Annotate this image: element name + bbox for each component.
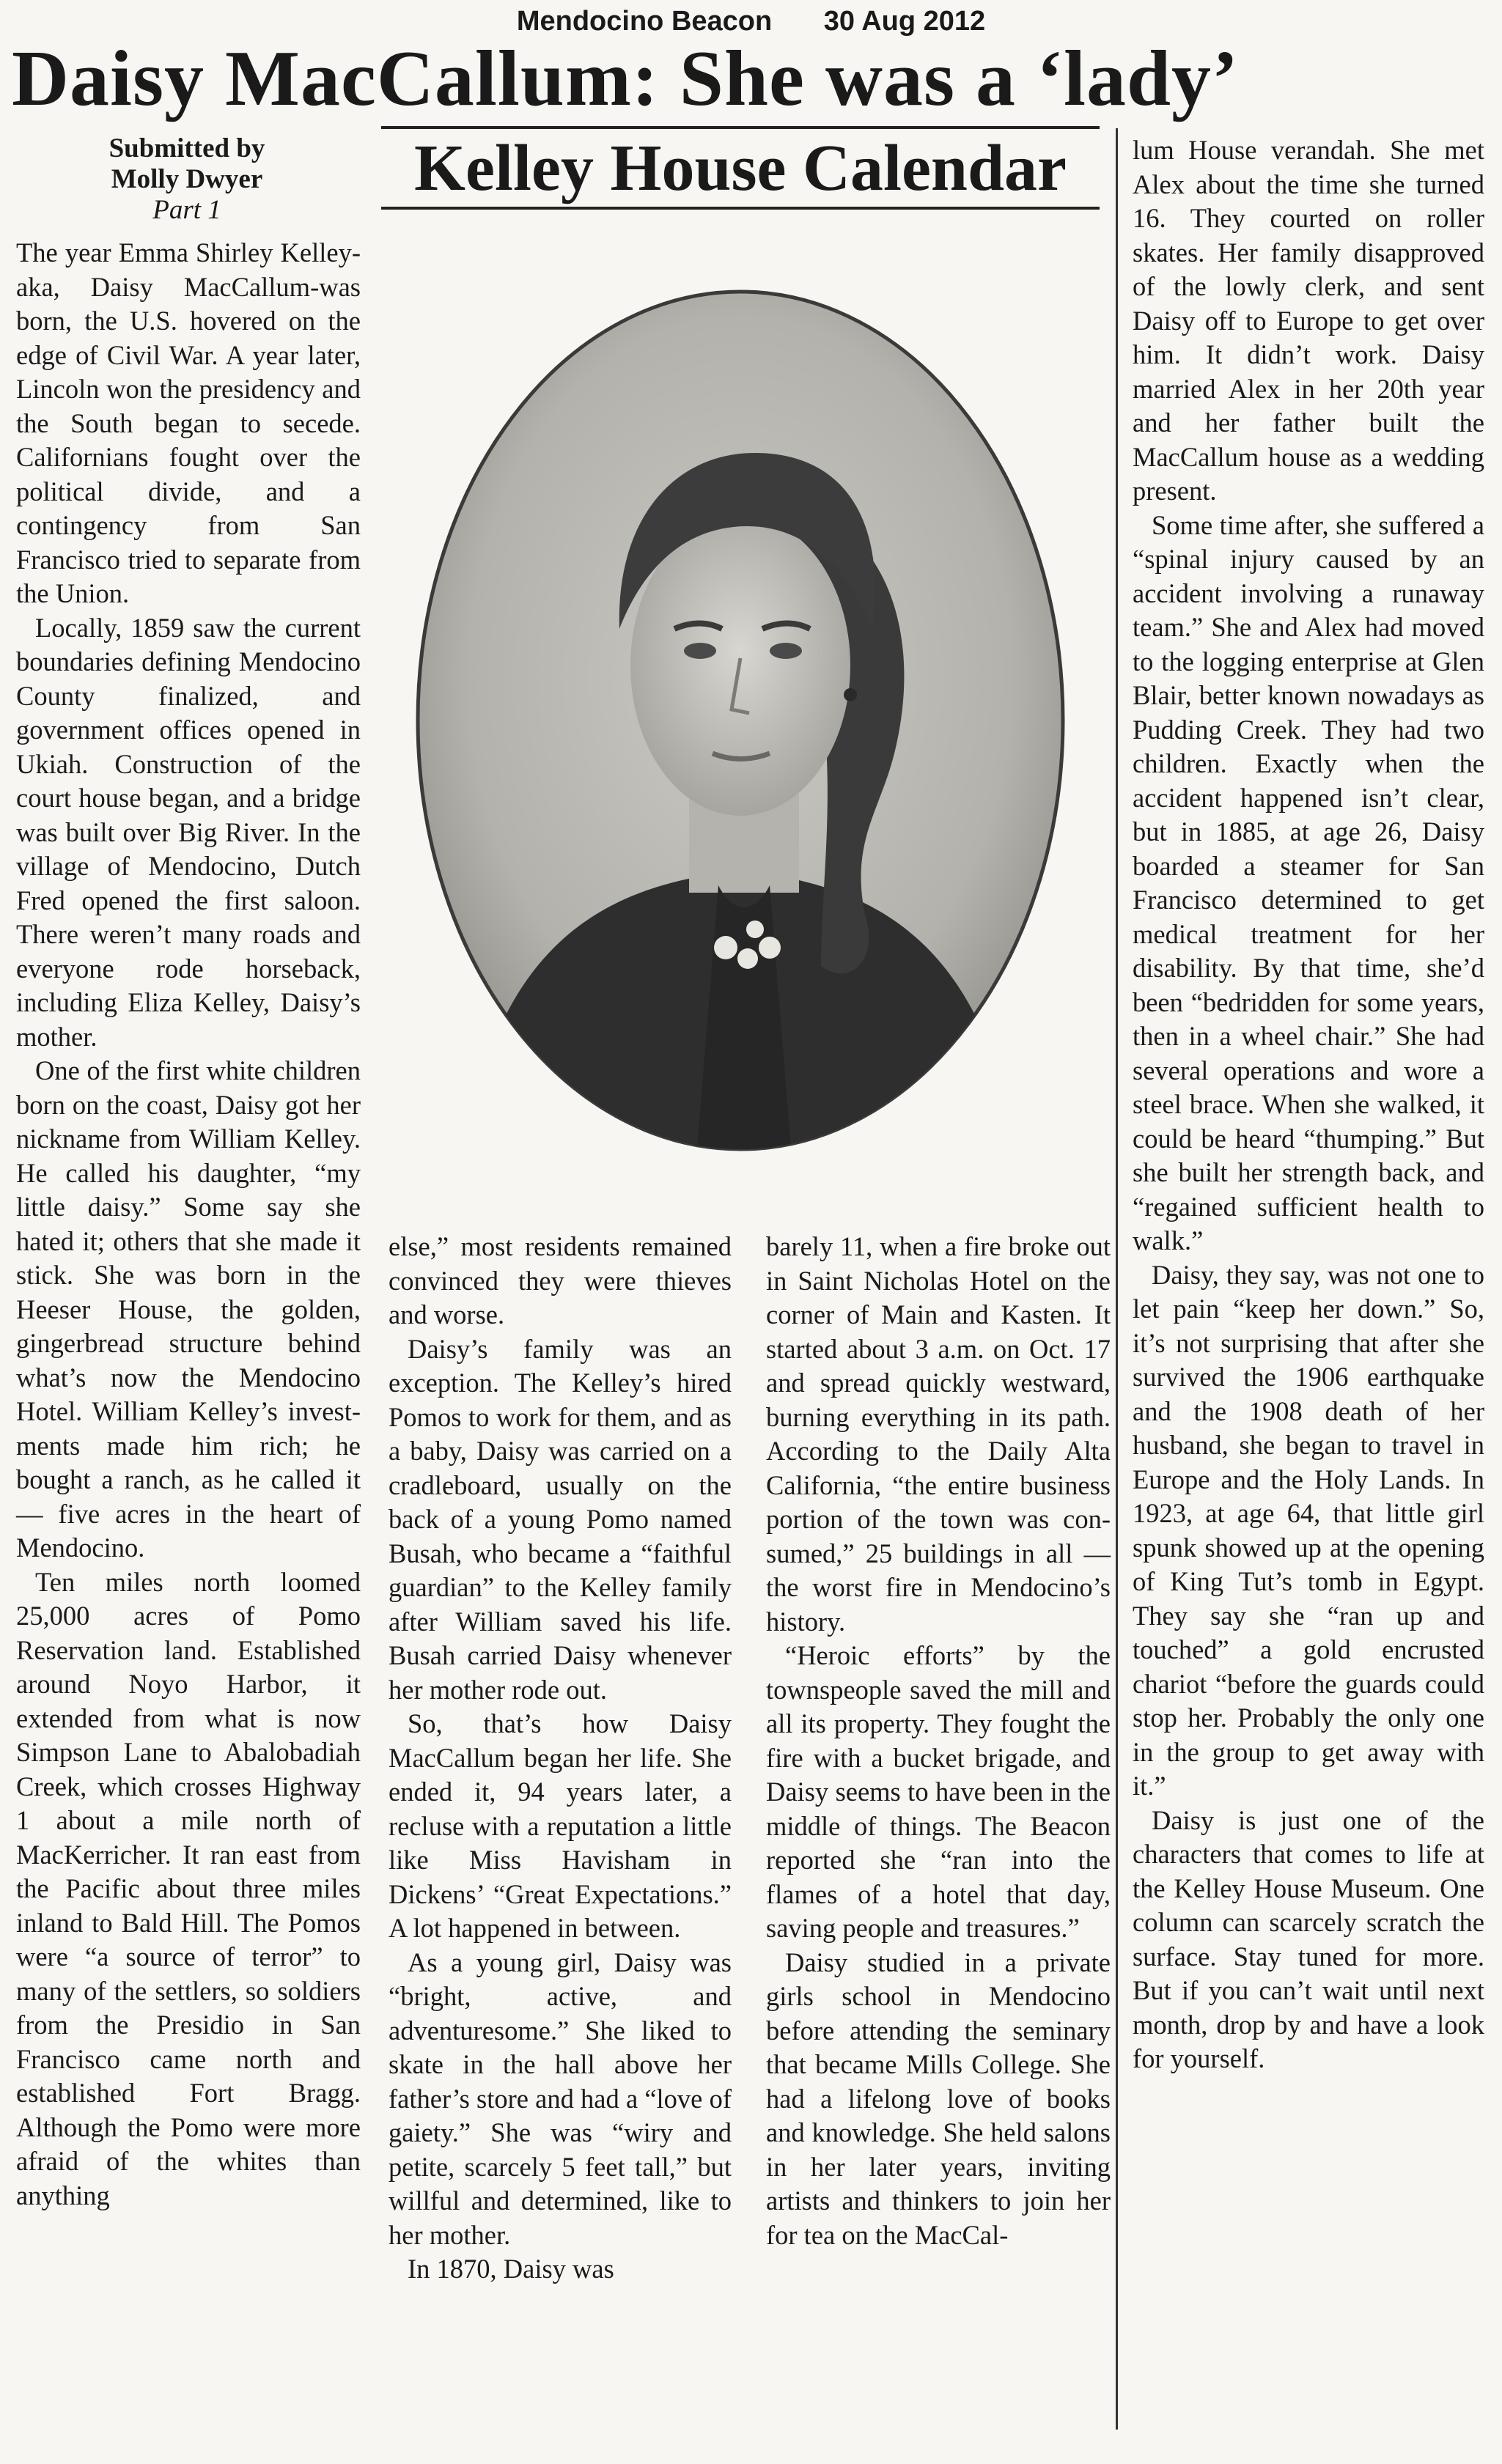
paragraph: Daisy’s family was an exception. The Kelley’s hired Pomos to work for them, and as a baby, Daisy was carried on a cradleboard, usually on the back of a young Pomo named Busah, who became a “faithful guardian” to the Kelley family after William saved his life. Busah carried Daisy whenever her mother rode out. (389, 1333, 732, 1705)
paragraph: lum House verandah. She met Alex about the time she turned 16. They courted on roller skates. Her family disapproved of the lowly clerk, and sent Daisy off to Europe to get over him. It didn’t work. Daisy married Alex in her 20th year and her father built the MacCallum house as a wedding present. (1133, 135, 1484, 506)
byline (29, 133, 345, 226)
paragraph: In 1870, Daisy was (408, 2254, 614, 2284)
column-rule-right (1116, 128, 1118, 2430)
paragraph: “Heroic efforts” by the townspeople saved the mill and all its property. They fought the fire with a bucket brigade, and Daisy seems to have been in the middle of things. The Beacon reported she “ran into the flames of a hotel that day, saving people and treasures.” (766, 1640, 1111, 1943)
kicker-title: Kelley House Calendar (414, 132, 1067, 204)
issue-date: 30 Aug 2012 (823, 6, 986, 37)
byline-author: Molly Dwyer (111, 164, 263, 194)
paragraph: One of the first white children born on the coast, Daisy got her nickname from William Kelley. He called his daughter, “my little daisy.” Some say she hated it; others that she made it stick. She was born in the Heeser House, the golden, gingerbread structure behind what’s now the Mendocino Hotel. William Kelley’s investments made him rich; he bought a ranch, as he called it — five acres in the heart of Mendocino. (16, 1055, 361, 1563)
paragraph: else,” most residents remained convinced they were thieves and worse. (389, 1231, 732, 1329)
paragraph: Locally, 1859 saw the current boundaries defining Mendocino County finalized, and government offices opened in Ukiah. Construction of the court house began, and a bridge was built over Big River. In the village of Mendocino, Dutch Fred opened the first saloon. There weren’t many roads and everyone rode horseback, including Eliza Kelley, Daisy’s mother. (16, 612, 361, 1052)
paragraph: So, that’s how Daisy MacCallum began her life. She ended it, 94 years later, a recluse with a reputation a little like Miss Havisham in Dickens’ “Great Expectations.” A lot happened in between. (389, 1708, 732, 1943)
portrait-photo (411, 284, 1070, 1157)
paragraph: Daisy is just one of the characters that comes to life at the Kelley House Museum. One column can scarcely scratch the surface. Stay tuned for more. But if you can’t wait until next month, drop by and have a look for yourself. (1133, 1804, 1484, 2073)
paragraph: Ten miles north loomed 25,000 acres of Pomo Reservation land. Established around Noyo Harbor, it extended from what is now Simpson Lane to Abalobadiah Creek, which crosses Highway 1 about a mile north of MacKerricher. It ran east from the Pacific about three miles inland to Bald Hill. The Pomos were “a source of terror” to many of the settlers, so soldiers from the Presidio in San Francisco came north and established Fort Bragg. Although the Pomo were more afraid of the whites than anything (16, 1566, 361, 2210)
headline: Daisy MacCallum: She was a ‘lady’ (12, 35, 1239, 122)
article-column-2 (389, 1230, 732, 2432)
paragraph: The year Emma Shirley Kelley-aka, Daisy MacCallum-was born, the U.S. hovered on the edge of Civil War. A year later, Lincoln won the presidency and the South began to secede. Californians fought over the political divide, and a contingency from San Francisco tried to separate from the Union. (16, 237, 361, 608)
article-column-4 (1133, 133, 1484, 2427)
headline-rule (381, 126, 1100, 129)
byline-part: Part 1 (152, 195, 221, 225)
paragraph: barely 11, when a fire broke out in Saint Nicholas Hotel on the corner of Main and Kasten. It started about 3 a.m. on Oct. 17 and spread quickly westward, burning everything in its path. According to the Daily Alta California, “the entire business portion of the town was consumed,” 25 buildings in all — the worst fire in Mendocino’s history. (766, 1231, 1111, 1637)
paragraph: Daisy studied in a private girls school in Mendocino before attending the seminary that became Mills College. She had a lifelong love of books and knowledge. She held salons in her later years, inviting artists and thinkers to join her for tea on the MacCal- (766, 1947, 1111, 2250)
paragraph: As a young girl, Daisy was “bright, active, and adventuresome.” She liked to skate in the hall above her father’s store and had a “love of gaiety.” She was “wiry and petite, scarcely 5 feet tall,” but willful and determined, like to her mother. (389, 1947, 732, 2250)
paragraph: Daisy, they say, was not one to let pain “keep her down.” So, it’s not surprising that after she survived the 1906 earthquake and the 1908 death of her husband, she began to travel in Europe and the Holy Lands. In 1923, at age 64, that little girl spunk showed up at the opening of King Tut’s tomb in Egypt. They say she “ran up and touched” a gold encrusted chariot “before the guards could stop her. Probably the only one in the group to get away with it.” (1133, 1259, 1484, 1801)
article-column-1 (16, 236, 361, 2420)
paragraph: Some time after, she suffered a “spinal injury caused by an accident involving a runaway team.” She and Alex had moved to the logging enterprise at Glen Blair, better known nowadays as Pudding Creek. They had two children. Exactly when the accident happened isn’t clear, but in 1885, at age 26, Daisy boarded a steamer for San Francisco determined to get medical treatment for her disability. By that time, she’d been “bedridden for some years, then in a wheel chair.” She had several operations and wore a steel brace. When she walked, it could be heard “thumping.” But she built her strength back, and “regained sufficient health to walk.” (1133, 509, 1484, 1255)
kicker-rule (381, 207, 1100, 210)
paper-name: Mendocino Beacon (516, 6, 773, 37)
article-column-3 (766, 1230, 1111, 2432)
byline-submitted: Submitted by (108, 133, 265, 163)
